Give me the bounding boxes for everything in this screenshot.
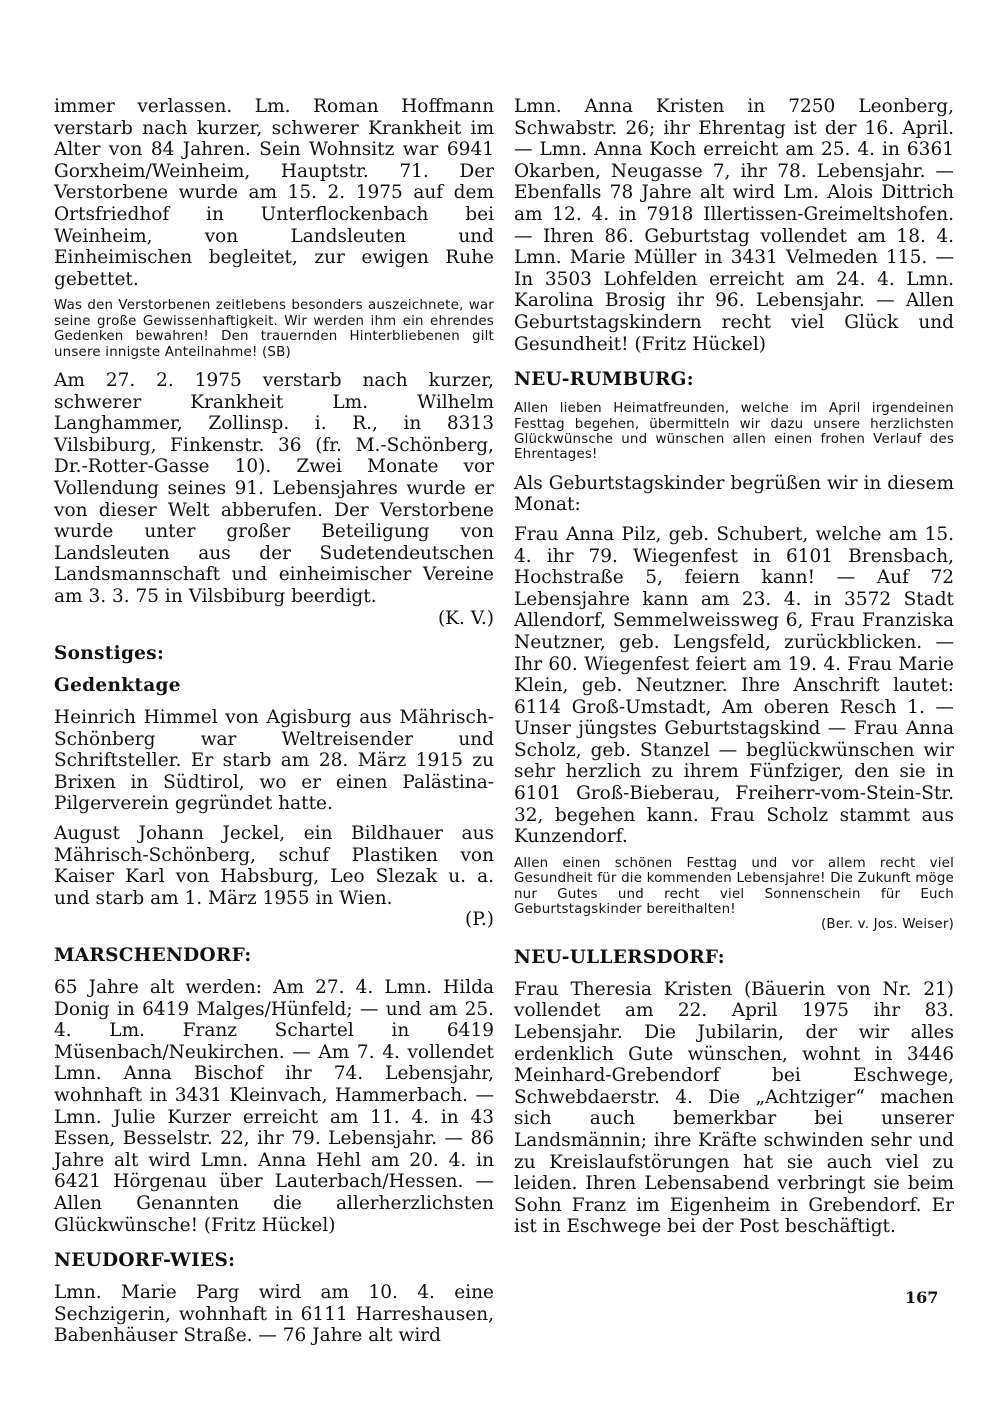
birthday-kristen: Frau Theresia Kristen (Bäuerin von Nr. 21) vollendet am 22. April 1975 ihr 83. Lebensjahr. Die Jubilarin, der wir alles erdenklich Gute wünschen, wohnt in 3446 Meinhard-Grebendorf bei Eschwege, Schwebdaerstr. 4. Die „Achtziger“ machen sich auch bemerkbar bei unserer Landsmännin; ihre Kräfte schwinden sehr und zu Kreislaufstörungen hat sie auch viel zu leiden. Ihren Lebensabend verbringt sie beim Sohn Franz im Eigenheim in Grebendorf. Er ist in Eschwege bei der Post beschäftigt. <box>514 978 954 1238</box>
birthdays-marschendorf: 65 Jahre alt werden: Am 27. 4. Lmn. Hilda Donig in 6419 Malges/Hünfeld; — und am 25. 4. Lm. Franz Schartel in 6419 Müsenbach/Neukirchen. — Am 7. 4. vollendet Lmn. Anna Bischof ihr 74. Lebensjahr, wohnhaft in 3431 Kleinvach, Hammerbach. — Lmn. Julie Kurzer erreicht am 11. 4. in 43 Essen, Besselstr. 22, ihr 79. Lebensjahr. — 86 Jahre alt wird Lmn. Anna Hehl am 20. 4. in 6421 Hörgenau über Lauterbach/Hessen. — Allen Genannten die allerherzlichsten Glückwünsche! (Fritz Hückel) <box>54 977 494 1236</box>
author-signature: (P.) <box>464 909 494 931</box>
closing-wishes-note <box>514 856 954 933</box>
gedenktage-jeckel-text: August Johann Jeckel, ein Bildhauer aus Mährisch-Schönberg, schuf Plastiken von Kaiser Karl von Habsburg, Leo Slezak u. a. und starb am 1. März 1955 in Wien. <box>54 823 494 909</box>
gedenktage-himmel: Heinrich Himmel von Agisburg aus Mährisch-Schönberg war Weltreisender und Schriftsteller. Er starb am 28. März 1915 zu Brixen in Südtirol, wo er einen Palästina-Pilgerverein gegründet hatte. <box>54 707 494 815</box>
section-heading-marschendorf: MARSCHENDORF: <box>54 945 252 967</box>
obituary-langhammer <box>54 370 494 629</box>
author-signature: (Ber. v. Jos. Weiser) <box>820 917 954 933</box>
birthdays-neudorf-wies-continued: Lmn. Anna Kristen in 7250 Leonberg, Schwabstr. 26; ihr Ehrentag ist der 16. April. — Lmn. Anna Koch erreicht am 25. 4. in 6361 Okarben, Neugasse 7, ihr 78. Lebensjahr. — Ebenfalls 78 Jahre alt wird Lm. Alois Dittrich am 12. 4. in 7918 Illertissen-Greimeltshofen. — Ihren 86. Geburtstag vollendet am 18. 4. Lmn. Marie Müller in 3431 Velmeden 115. — In 3503 Lohfelden erreicht am 24. 4. Lmn. Karolina Brosig ihr 96. Lebensjahr. — Allen Geburtstagskindern recht viel Glück und Gesundheit! (Fritz Hückel) <box>514 96 954 355</box>
page-number: 167 <box>905 1288 939 1307</box>
section-heading-gedenktage: Gedenktage <box>54 675 181 697</box>
birthdays-neu-rumburg: Frau Anna Pilz, geb. Schubert, welche am 15. 4. ihr 79. Wiegenfest in 6101 Brensbach, Hochstraße 5, feiern kann! — Auf 72 Lebensjahre kann am 23. 4. in 3572 Stadt Allendorf, Semmelweissweg 6, Frau Franziska Neutzner, geb. Lengsfeld, zurückblicken. — Ihr 60. Wiegenfest feiert am 19. 4. Frau Marie Klein, geb. Neutzner. Ihre Anschrift lautet: 6114 Groß-Umstadt, Am oberen Resch 1. — Unser jüngstes Geburtstagskind — Frau Anna Scholz, geb. Stanzel — beglückwünschen wir sehr herzlich zu ihrem Fünfziger, den sie in 6101 Groß-Bieberau, Freiherr-vom-Stein-Str. 32, begehen kann. Frau Scholz stammt aus Kunzendorf. <box>514 523 954 848</box>
section-heading-neu-ullersdorf: NEU-ULLERSDORF: <box>514 946 725 968</box>
author-signature: (K. V.) <box>437 607 494 629</box>
birthdays-intro: Als Geburtstagskinder begrüßen wir in diesem Monat: <box>514 472 954 516</box>
section-heading-neu-rumburg: NEU-RUMBURG: <box>514 369 694 391</box>
section-heading-neudorf-wies: NEUDORF-WIES: <box>54 1250 236 1272</box>
obituary-langhammer-text: Am 27. 2. 1975 verstarb nach kurzer, schwerer Krankheit Lm. Wilhelm Langhammer, Zollinsp. i. R., in 8313 Vilsbiburg, Finkenstr. 36 (fr. M.-Schönberg, Dr.-Rotter-Gasse 10). Zwei Monate vor Vollendung seines 91. Lebensjahres wurde er von dieser Welt abberufen. Der Verstorbene wurde unter großer Beteiligung von Landsleuten aus der Sudetendeutschen Landsmannschaft und einheimischer Vereine am 3. 3. 75 in Vilsbiburg beerdigt. <box>54 369 494 607</box>
left-column <box>54 96 494 1355</box>
closing-wishes-text: Allen einen schönen Festtag und vor allem recht viel Gesundheit für die kommenden Lebensjahre! Die Zukunft möge nur Gutes und recht viel Sonnenschein für Euch Geburtstagskinder bereithalten! <box>514 855 954 918</box>
section-heading-sonstiges: Sonstiges: <box>54 643 165 665</box>
condolence-note: Was den Verstorbenen zeitlebens besonders auszeichnete, war seine große Gewissenhaftigkeit. Wir werden ihm ein ehrendes Gedenken bewahren! Den trauernden Hinterbliebenen gilt unsere innigste Anteilnahme! (SB) <box>54 298 494 360</box>
gedenktage-jeckel <box>54 823 494 931</box>
greeting-note: Allen lieben Heimatfreunden, welche im April irgendeinen Festtag begehen, übermitteln wir dazu unsere herzlichsten Glückwünsche und wünschen allen einen frohen Verlauf des Ehrentages! <box>514 401 954 463</box>
birthdays-neudorf-wies: Lmn. Marie Parg wird am 10. 4. eine Sechzigerin, wohnhaft in 6111 Harreshausen, Babenhäuser Straße. — 76 Jahre alt wird <box>54 1282 494 1347</box>
right-column <box>514 96 954 1246</box>
obituary-hoffmann: immer verlassen. Lm. Roman Hoffmann verstarb nach kurzer, schwerer Krankheit im Alter von 84 Jahren. Sein Wohnsitz war 6941 Gorxheim/Weinheim, Hauptstr. 71. Der Verstorbene wurde am 15. 2. 1975 auf dem Ortsfriedhof in Unterflockenbach bei Weinheim, von Landsleuten und Einheimischen begleitet, zur ewigen Ruhe gebettet. <box>54 96 494 290</box>
